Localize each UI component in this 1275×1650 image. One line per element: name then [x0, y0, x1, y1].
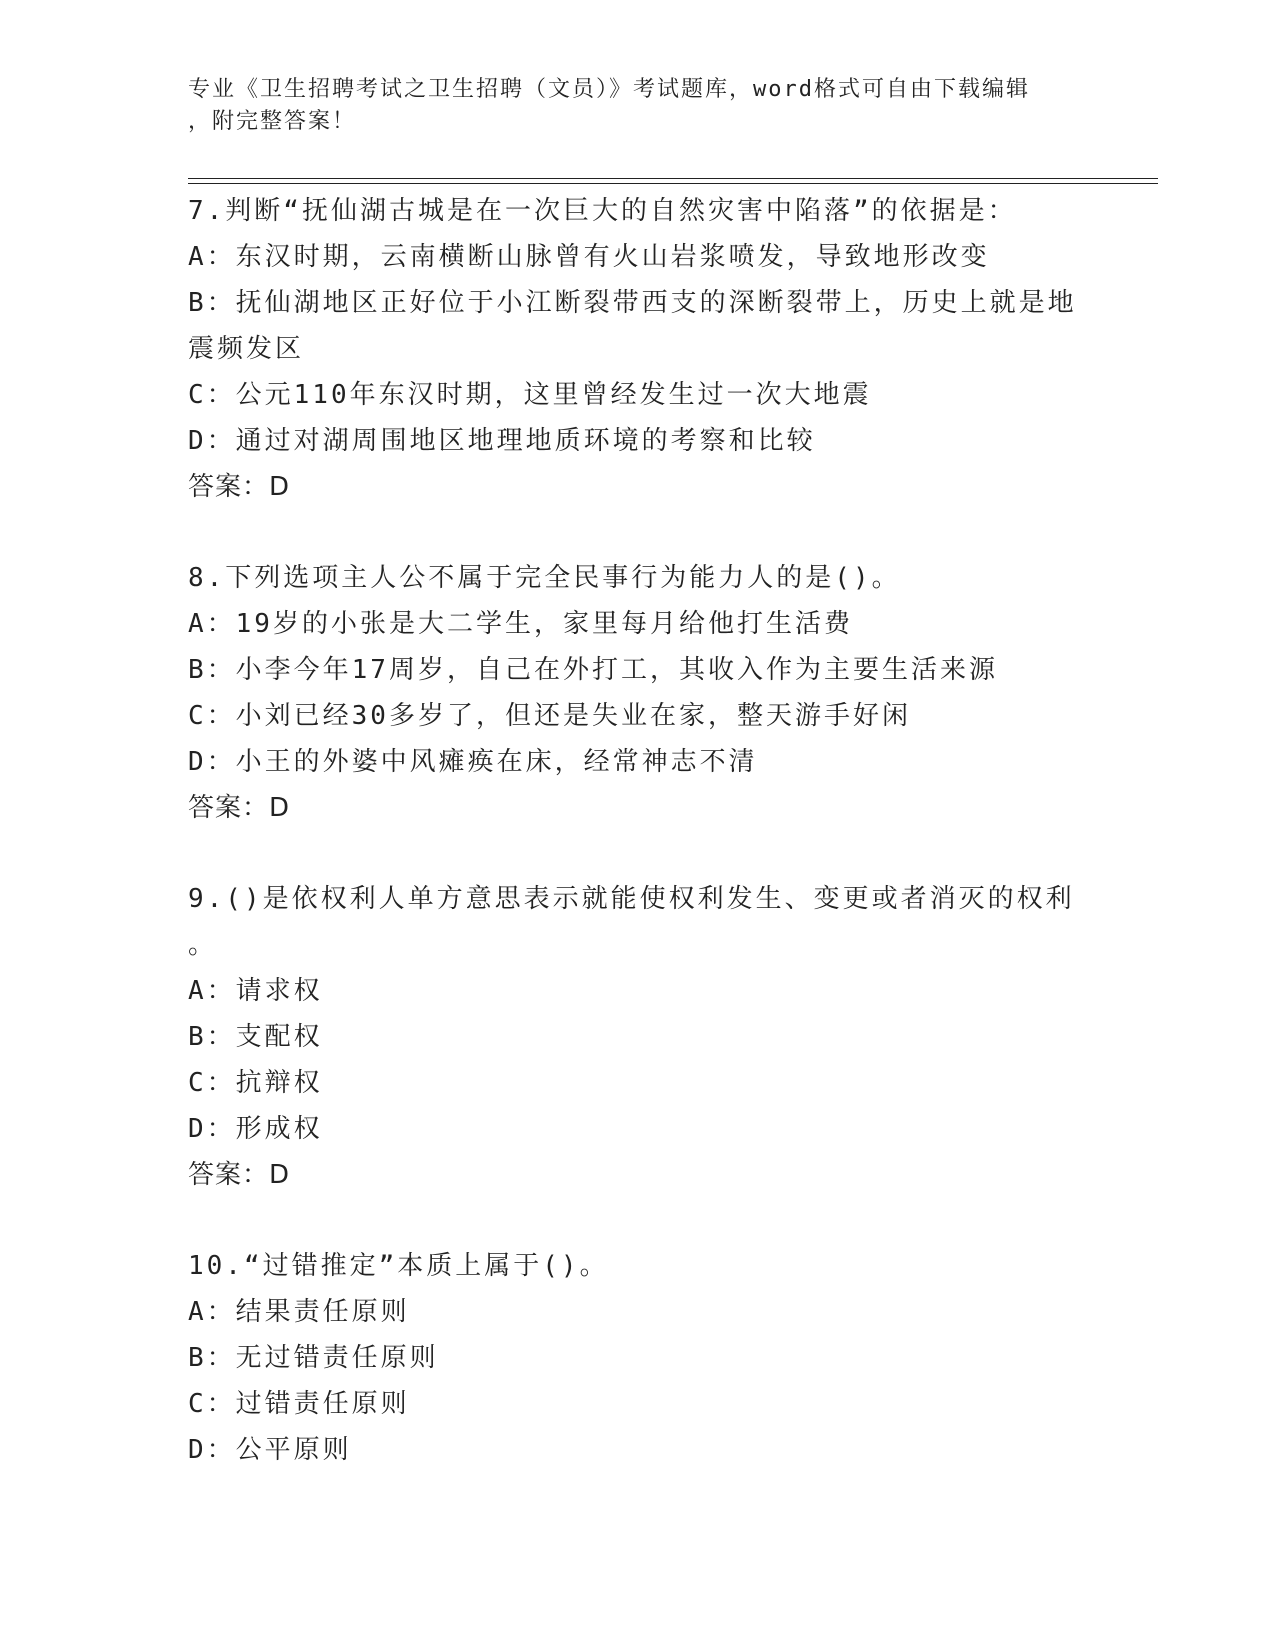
option-b: B：无过错责任原则 — [188, 1343, 439, 1373]
option-b: B：小李今年17周岁，自己在外打工，其收入作为主要生活来源 — [188, 655, 998, 685]
answer-label: 答案：D — [188, 472, 291, 502]
question-10 — [188, 1243, 1088, 1473]
option-d: D：小王的外婆中风瘫痪在床，经常神志不清 — [188, 747, 758, 777]
answer-label: 答案：D — [188, 1160, 291, 1190]
option-a: A：19岁的小张是大二学生，家里每月给他打生活费 — [188, 609, 853, 639]
option-a: A：请求权 — [188, 976, 323, 1006]
question-8 — [188, 555, 1088, 831]
option-c: C：抗辩权 — [188, 1068, 323, 1098]
spacer — [188, 510, 1088, 555]
header-line-1: 专业《卫生招聘考试之卫生招聘（文员）》考试题库，word格式可自由下载编辑 — [188, 77, 1030, 102]
option-a: A：东汉时期，云南横断山脉曾有火山岩浆喷发，导致地形改变 — [188, 242, 990, 272]
header-line-2: ，附完整答案！ — [188, 109, 357, 134]
question-text-continued: 。 — [188, 930, 218, 960]
question-list — [188, 188, 1088, 1473]
option-a: A：结果责任原则 — [188, 1297, 410, 1327]
answer-label: 答案：D — [188, 793, 291, 823]
option-b: B：抚仙湖地区正好位于小江断裂带西支的深断裂带上，历史上就是地 — [188, 288, 1077, 318]
option-c: C：小刘已经30多岁了，但还是失业在家，整天游手好闲 — [188, 701, 911, 731]
document-header — [188, 74, 1078, 138]
option-b-continued: 震频发区 — [188, 334, 305, 364]
spacer — [188, 1198, 1088, 1243]
question-9 — [188, 876, 1088, 1198]
question-text: 9.()是依权利人单方意思表示就能使权利发生、变更或者消灭的权利 — [188, 884, 1075, 914]
option-c: C：过错责任原则 — [188, 1389, 410, 1419]
option-d: D：形成权 — [188, 1114, 323, 1144]
spacer — [188, 831, 1088, 876]
header-divider-top — [188, 178, 1158, 179]
option-b: B：支配权 — [188, 1022, 323, 1052]
question-text: 8.下列选项主人公不属于完全民事行为能力人的是()。 — [188, 563, 901, 593]
question-7 — [188, 188, 1088, 510]
option-d: D：通过对湖周围地区地理地质环境的考察和比较 — [188, 426, 816, 456]
question-text: 10.“过错推定”本质上属于()。 — [188, 1251, 609, 1281]
option-c: C：公元110年东汉时期，这里曾经发生过一次大地震 — [188, 380, 872, 410]
header-divider-bottom — [188, 183, 1158, 184]
option-d: D：公平原则 — [188, 1435, 352, 1465]
question-text: 7.判断“抚仙湖古城是在一次巨大的自然灾害中陷落”的依据是： — [188, 196, 1017, 226]
